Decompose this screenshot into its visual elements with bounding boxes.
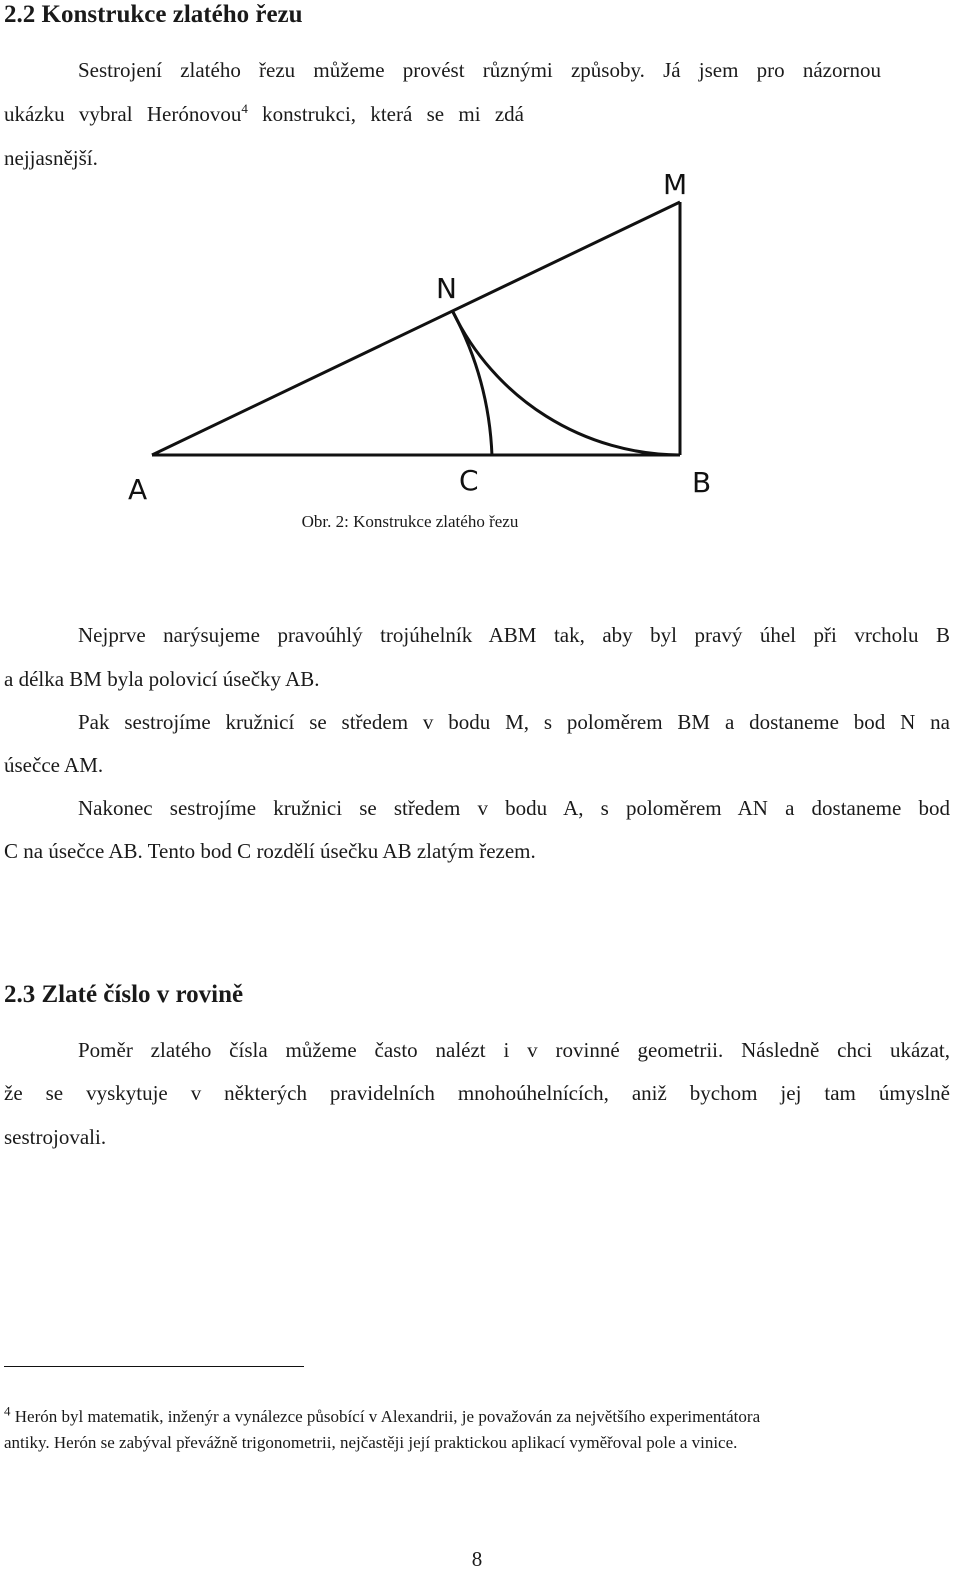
- footnote-line-1: [4, 1404, 954, 1430]
- step-2-line-1: Pak sestrojíme kružnicí se středem v bodu M, s poloměrem BM a dostaneme bod N na: [78, 710, 950, 734]
- label-c: C: [459, 464, 479, 497]
- arc-bn: [453, 312, 680, 455]
- step-1-line-1: Nejprve narýsujeme pravoúhlý trojúhelník ABM tak, aby byl pravý úhel při vrcholu B: [78, 623, 950, 647]
- page-number: 8: [471, 1547, 483, 1571]
- footnote-line-2: antiky. Herón se zabýval převážně trigonometrii, nejčastěji její praktickou aplikací vyměřoval pole a vinice.: [4, 1433, 738, 1452]
- step-1-line-2: a délka BM byla polovicí úsečky AB.: [4, 667, 320, 691]
- footnote: [4, 1404, 954, 1456]
- intro-line-1: Sestrojení zlatého řezu můžeme provést různými způsoby. Já jsem pro názornou: [78, 58, 881, 82]
- section-heading-2: 2.3 Zlaté číslo v rovině: [4, 981, 244, 1008]
- segment-am: [152, 202, 680, 455]
- footnote-number: 4: [4, 1403, 11, 1419]
- label-m: M: [663, 168, 688, 201]
- section2-line-2: že se vyskytuje v některých pravidelních mnohoúhelnících, aniž bychom jej tam úmyslně: [4, 1081, 950, 1105]
- section-heading: 2.2 Konstrukce zlatého řezu: [4, 1, 303, 28]
- footnote-text-1: Herón byl matematik, inženýr a vynálezce působící v Alexandrii, je považován za největšího experimentátora: [10, 1407, 761, 1426]
- label-b: B: [692, 466, 712, 499]
- section2-line-1: Poměr zlatého čísla můžeme často nalézt i v rovinné geometrii. Následně chci ukázat,: [78, 1038, 950, 1062]
- figure-caption: Obr. 2: Konstrukce zlatého řezu: [301, 512, 519, 531]
- step-3-line-1: Nakonec sestrojíme kružnici se středem v bodu A, s poloměrem AN a dostaneme bod: [78, 796, 950, 820]
- intro-text-a: ukázku vybral Herónovou: [4, 102, 242, 126]
- step-3-line-2: C na úsečce AB. Tento bod C rozdělí úsečku AB zlatým řezem.: [4, 839, 536, 863]
- step-2-line-2: úsečce AM.: [4, 753, 104, 777]
- label-a: A: [128, 473, 148, 506]
- arc-nc: [453, 312, 492, 456]
- section2-line-3: sestrojovali.: [4, 1125, 107, 1149]
- intro-text-b: konstrukci, která se mi zdá nejjasnější.: [4, 102, 524, 170]
- footnote-separator: [4, 1366, 304, 1367]
- footnote-ref[interactable]: 4: [241, 101, 248, 116]
- label-n: N: [436, 272, 457, 305]
- golden-section-figure: [0, 160, 960, 510]
